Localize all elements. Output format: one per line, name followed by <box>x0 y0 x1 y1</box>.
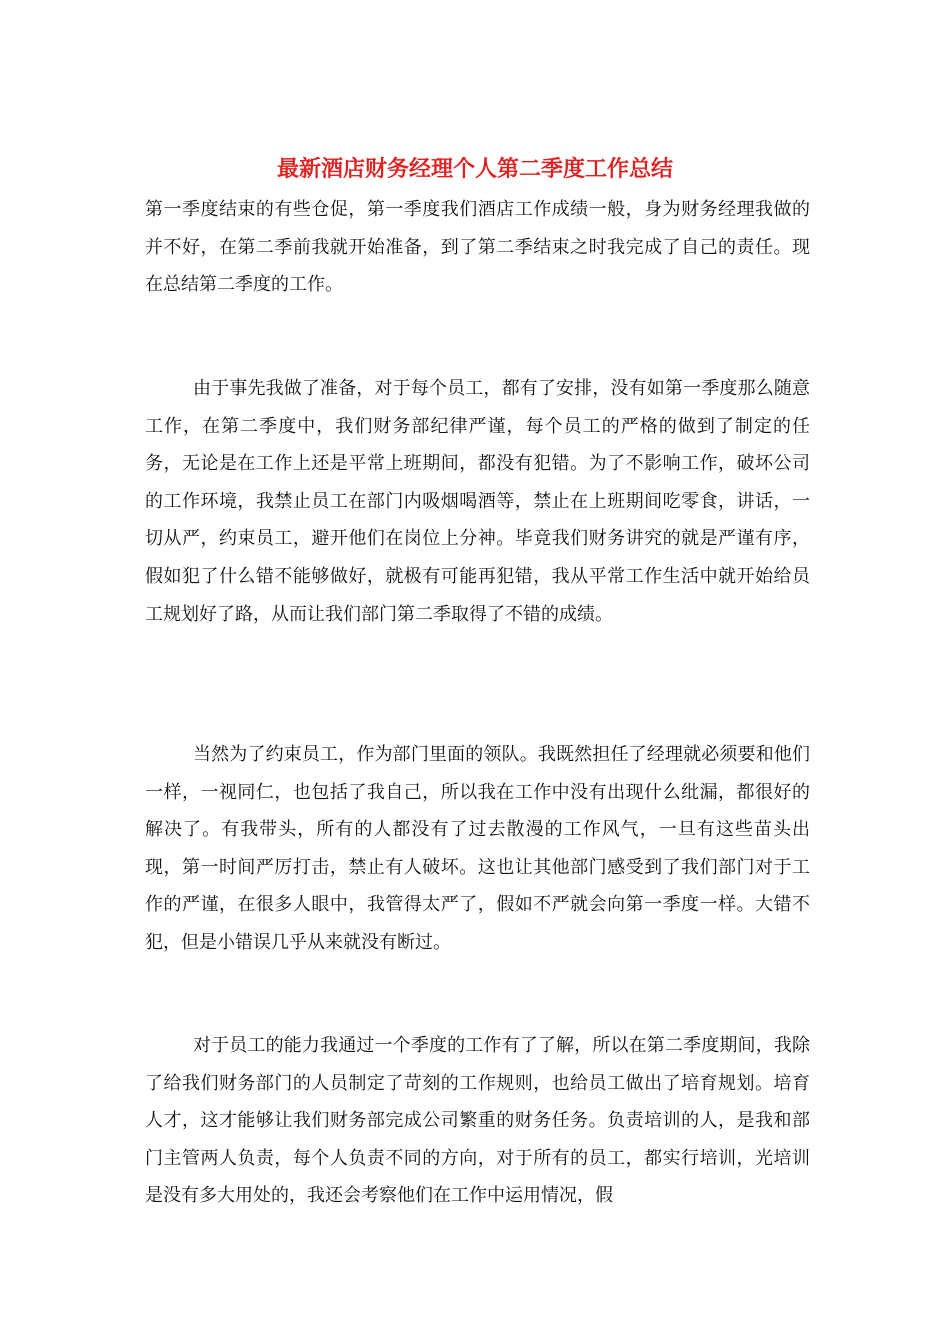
paragraph-intro: 第一季度结束的有些仓促，第一季度我们酒店工作成绩一般，身为财务经理我做的并不好，在第二季前我就开始准备，到了第二季结束之时我完成了自己的责任。现在总结第二季度的工作。 <box>145 199 810 296</box>
paragraph-training: 对于员工的能力我通过一个季度的工作有了了解，所以在第二季度期间，我除了给我们财务部门的人员制定了苛刻的工作规则，也给员工做出了培育规划。培育人才，这才能够让我们财务部完成公司繁重的财务任务。负责培训的人，是我和部门主管两人负责，每个人负责不同的方向，对于所有的员工，都实行培训，光培训是没有多大用处的，我还会考察他们在工作中运用情况，假 <box>145 1035 810 1207</box>
paragraph-leadership: 当然为了约束员工，作为部门里面的领队。我既然担任了经理就必须要和他们一样，一视同仁，也包括了我自己，所以我在工作中没有出现什么纰漏，都很好的解决了。有我带头，所有的人都没有了过去散漫的工作风气，一旦有这些苗头出现，第一时间严厉打击，禁止有人破坏。这也让其他部门感受到了我们部门对于工作的严谨，在很多人眼中，我管得太严了，假如不严就会向第一季度一样。大错不犯，但是小错误几乎从来就没有断过。 <box>145 744 810 953</box>
paragraph-discipline: 由于事先我做了准备，对于每个员工，都有了安排，没有如第一季度那么随意工作，在第二季度中，我们财务部纪律严谨，每个员工的严格的做到了制定的任务，无论是在工作上还是平常上班期间，都没有犯错。为了不影响工作，破坏公司的工作环境，我禁止员工在部门内吸烟喝酒等，禁止在上班期间吃零食，讲话，一切从严，约束员工，避开他们在岗位上分神。毕竟我们财务讲究的就是严谨有序，假如犯了什么错不能够做好，就极有可能再犯错，我从平常工作生活中就开始给员工规划好了路，从而让我们部门第二季取得了不错的成绩。 <box>145 378 810 625</box>
document-title: 最新酒店财务经理个人第二季度工作总结 <box>276 156 673 182</box>
